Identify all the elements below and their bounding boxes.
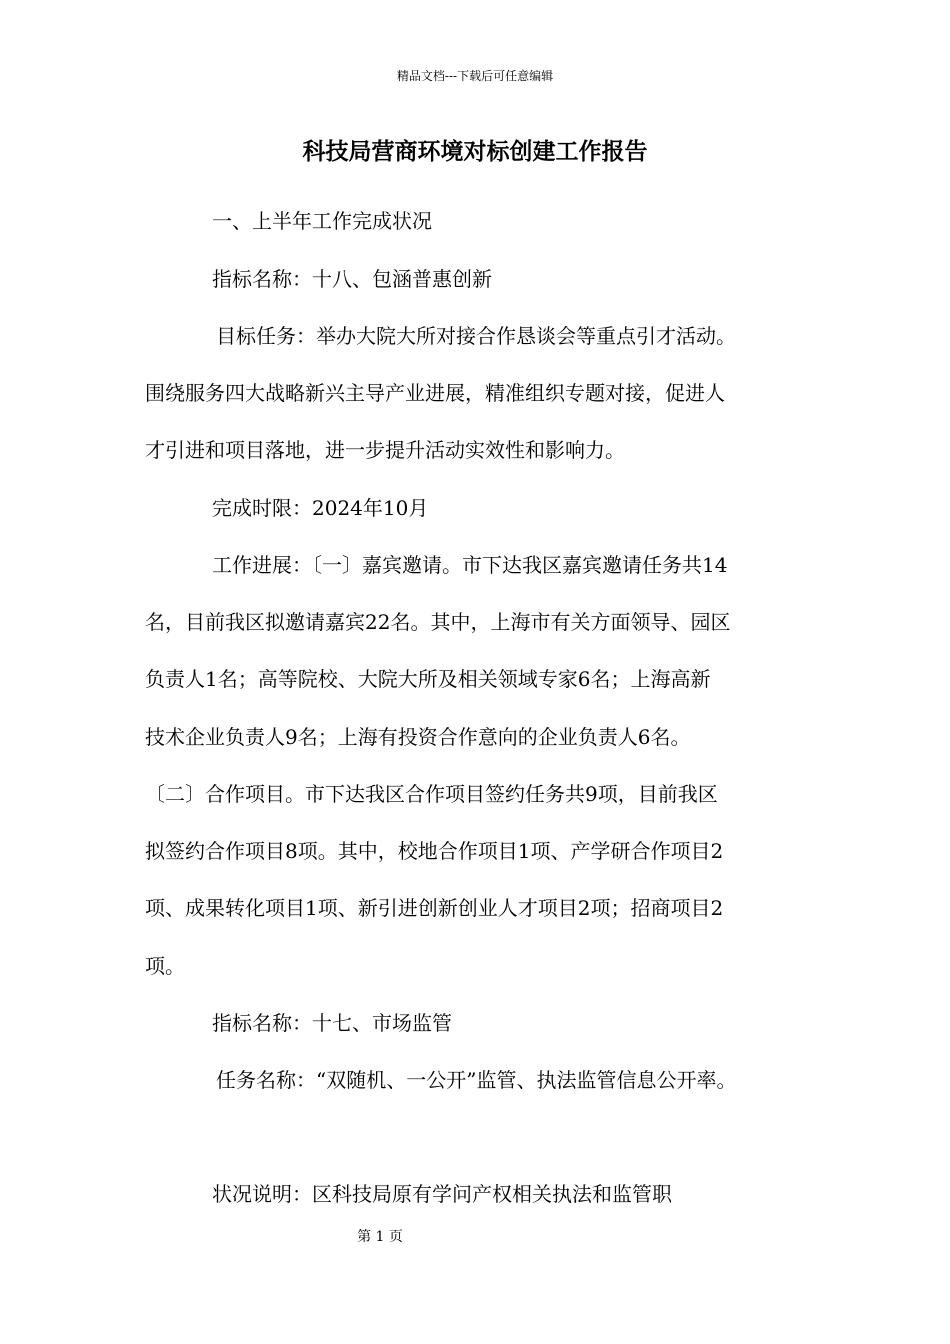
paragraph-line: 技术企业负责人9名；上海有投资合作意向的企业负责人6名。	[145, 725, 691, 749]
paragraph-line: 拟签约合作项目8项。其中，校地合作项目1项、产学研合作项目2	[145, 839, 724, 863]
task-name-line: 任务名称：“双随机、一公开”监管、执法监管信息公开率。	[216, 1068, 737, 1092]
paragraph-line: 围绕服务四大战略新兴主导产业进展，精准组织专题对接，促进人	[145, 381, 725, 405]
indicator-name-line: 指标名称：十八、包涵普惠创新	[212, 267, 492, 291]
indicator-name-line: 指标名称：十七、市场监管	[212, 1011, 452, 1035]
progress-line: 工作进展：〔一〕嘉宾邀请。市下达我区嘉宾邀请任务共14	[212, 553, 728, 577]
page-header: 精品文档---下载后可任意编辑	[396, 69, 554, 83]
paragraph-line: 才引进和项目落地，进一步提升活动实效性和影响力。	[145, 438, 625, 462]
status-description-line: 状况说明：区科技局原有学问产权相关执法和监管职	[212, 1182, 672, 1206]
paragraph-line: 项。	[145, 954, 185, 978]
deadline-line: 完成时限：2024年10月	[212, 496, 429, 520]
section-heading: 一、上半年工作完成状况	[212, 209, 432, 233]
goal-task-line: 目标任务：举办大院大所对接合作恳谈会等重点引才活动。	[216, 324, 736, 348]
paragraph-line: 项、成果转化项目1项、新引进创新创业人才项目2项；招商项目2	[145, 896, 724, 920]
paragraph-line: 〔二〕合作项目。市下达我区合作项目签约任务共9项，目前我区	[145, 782, 718, 806]
page-number: 第 1 页	[357, 1229, 403, 1245]
paragraph-line: 名，目前我区拟邀请嘉宾22名。其中，上海市有关方面领导、园区	[145, 610, 731, 634]
document-title: 科技局营商环境对标创建工作报告	[302, 138, 648, 165]
paragraph-line: 负责人1名；高等院校、大院大所及相关领域专家6名；上海高新	[145, 667, 711, 691]
